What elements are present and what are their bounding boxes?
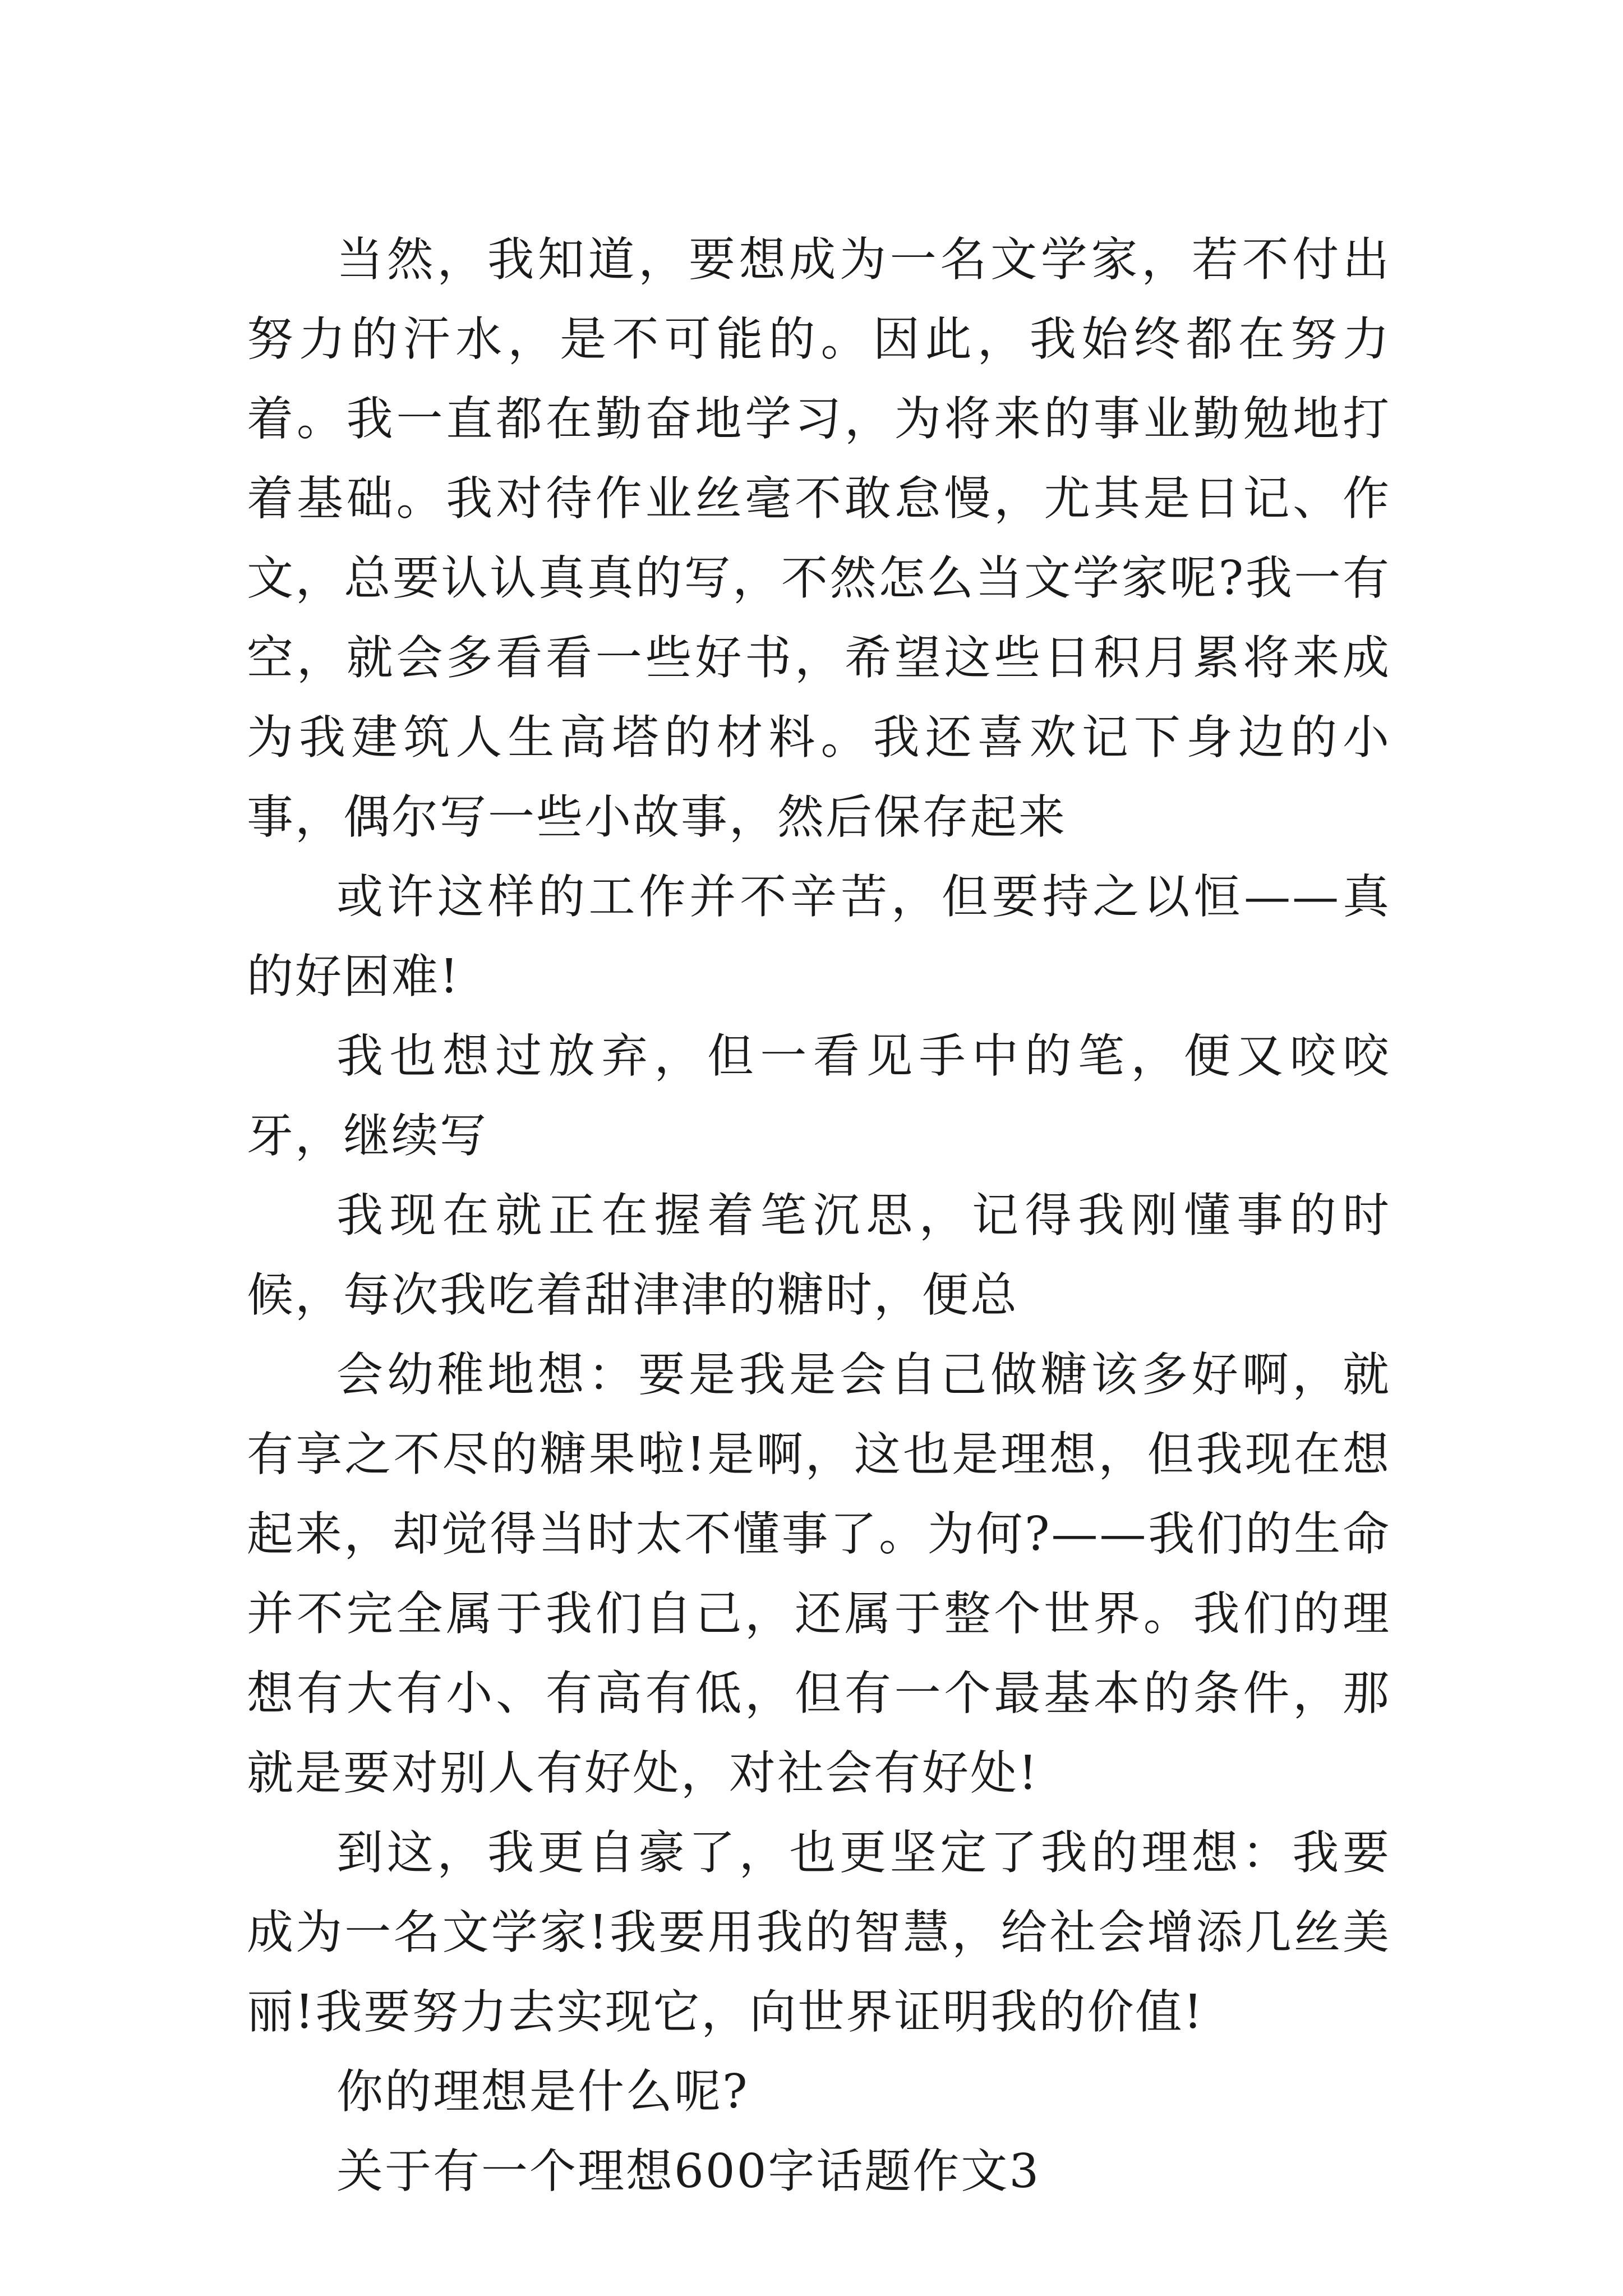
paragraph: 或许这样的工作并不辛苦，但要持之以恒——真的好困难! (247, 869, 1391, 1004)
paragraph: 会幼稚地想：要是我是会自己做糖该多好啊，就有享之不尽的糖果啦!是啊，这也是理想，但我现在想起来，却觉得当时太不懂事了。为何?——我们的生命并不完全属于我们自己，还属于整个世界。我们的理想有大有小、有高有低，但有一个最基本的条件，那就是要对别人有好处，对社会有好处! (247, 1347, 1391, 1800)
paragraph: 到这，我更自豪了，也更坚定了我的理想：我要成为一名文学家!我要用我的智慧，给社会增添几丝美丽!我要努力去实现它，向世界证明我的价值! (247, 1825, 1391, 2039)
document-body (247, 220, 1391, 2211)
paragraph: 我也想过放弃，但一看见手中的笔，便又咬咬牙，继续写 (247, 1029, 1391, 1163)
paragraph: 你的理想是什么呢? (336, 2064, 749, 2119)
paragraph: 我现在就正在握着笔沉思，记得我刚懂事的时候，每次我吃着甜津津的糖时，便总 (247, 1188, 1391, 1322)
paragraph: 当然，我知道，要想成为一名文学家，若不付出努力的汗水，是不可能的。因此，我始终都在努力着。我一直都在勤奋地学习，为将来的事业勤勉地打着基础。我对待作业丝毫不敢怠慢，尤其是日记、作文，总要认认真真的写，不然怎么当文学家呢?我一有空，就会多看看一些好书，希望这些日积月累将来成为我建筑人生高塔的材料。我还喜欢记下身边的小事，偶尔写一些小故事，然后保存起来 (247, 232, 1391, 844)
section-heading: 关于有一个理想600字话题作文3 (336, 2144, 1041, 2198)
